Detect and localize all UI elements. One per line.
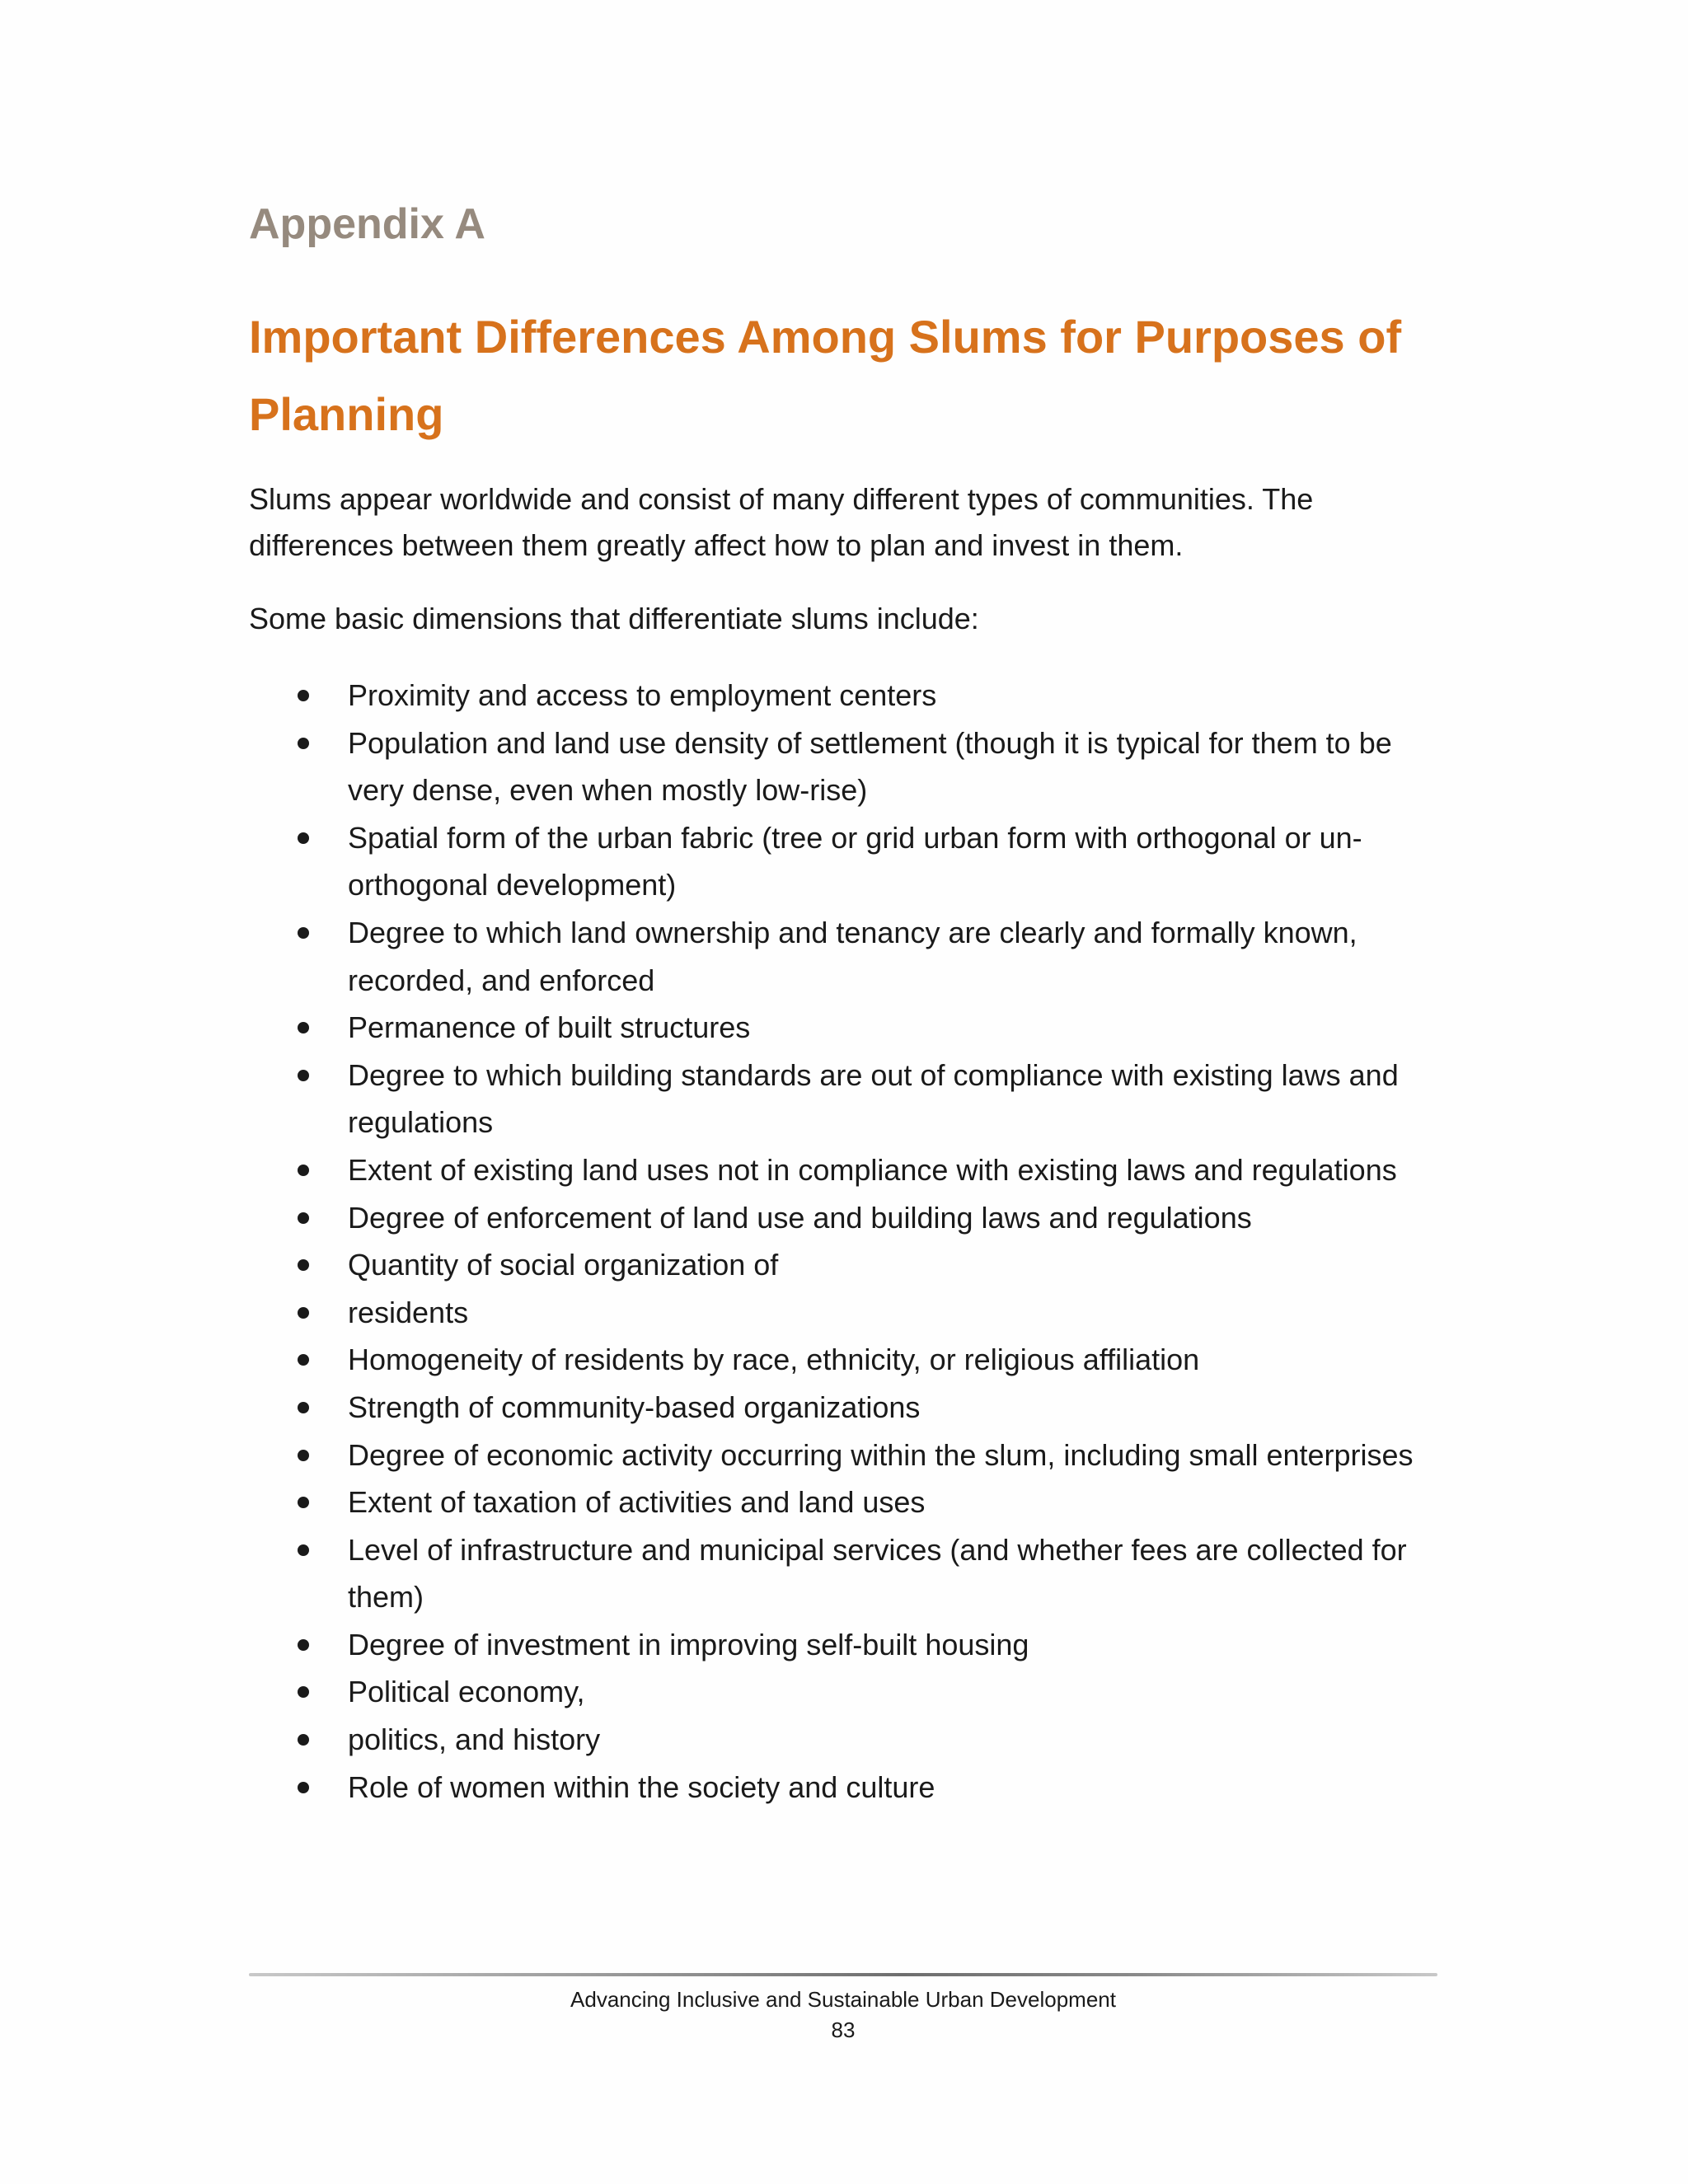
list-item: [249, 1479, 1437, 1526]
bullet-icon: [298, 927, 309, 939]
footer-title: Advancing Inclusive and Sustainable Urban Development: [570, 1987, 1116, 2012]
bullet-icon: [298, 1450, 309, 1461]
list-item: [249, 1432, 1437, 1479]
bullet-icon: [298, 738, 309, 749]
list-item-text: Degree of economic activity occurring within the slum, including small enterprises: [348, 1437, 1414, 1472]
bullet-icon: [298, 1497, 309, 1508]
bullet-icon: [298, 1165, 309, 1176]
list-item: [249, 1668, 1437, 1716]
bullet-icon: [298, 1686, 309, 1698]
list-item: [249, 814, 1437, 909]
list-item: [249, 1241, 1437, 1289]
page-number: 83: [831, 2018, 856, 2042]
appendix-label: Appendix A: [249, 200, 485, 248]
bullet-icon: [298, 1402, 309, 1413]
list-item: [249, 1384, 1437, 1432]
bullet-icon: [298, 1354, 309, 1366]
list-item: [249, 1194, 1437, 1242]
list-item-text: Extent of taxation of activities and land uses: [348, 1485, 926, 1520]
bullet-icon: [298, 832, 309, 844]
list-item-text: residents: [348, 1295, 469, 1329]
list-item-text: Role of women within the society and culture: [348, 1769, 935, 1804]
list-item-text: Level of infrastructure and municipal services (and whether fees are collected for them): [348, 1532, 1407, 1615]
bullet-icon: [298, 1259, 309, 1271]
bullet-icon: [298, 1022, 309, 1033]
dimensions-list: [249, 672, 1437, 1811]
list-item-text: Strength of community-based organizations: [348, 1390, 921, 1424]
bullet-icon: [298, 1639, 309, 1651]
bullet-icon: [298, 690, 309, 701]
bullet-icon: [298, 1782, 309, 1793]
document-page: [249, 0, 1437, 2184]
list-item-text: Degree of enforcement of land use and building laws and regulations: [348, 1200, 1252, 1235]
list-item-text: Spatial form of the urban fabric (tree or grid urban form with orthogonal or un-orthogonal development): [348, 820, 1362, 902]
bullet-icon: [298, 1212, 309, 1224]
list-item: [249, 1526, 1437, 1621]
list-item: [249, 1289, 1437, 1337]
list-item: [249, 1336, 1437, 1384]
list-item-text: Degree to which building standards are out of compliance with existing laws and regulations: [348, 1057, 1399, 1140]
bullet-icon: [298, 1544, 309, 1556]
list-item: [249, 719, 1437, 814]
list-item: [249, 909, 1437, 1004]
list-item-text: Proximity and access to employment centers: [348, 678, 937, 712]
list-item: [249, 1716, 1437, 1764]
list-item-text: Homogeneity of residents by race, ethnicity, or religious affiliation: [348, 1343, 1200, 1377]
bullet-icon: [298, 1734, 309, 1746]
bullet-icon: [298, 1070, 309, 1081]
list-item: [249, 1146, 1437, 1194]
page-title: Important Differences Among Slums for Purposes of Planning: [249, 311, 1402, 440]
list-item: [249, 672, 1437, 719]
intro-paragraph: Slums appear worldwide and consist of many different types of communities. The differences between them greatly affect how to plan and invest in them.: [249, 482, 1314, 562]
list-item-text: Permanence of built structures: [348, 1010, 751, 1045]
list-item: [249, 1621, 1437, 1669]
list-item-text: Population and land use density of settlement (though it is typical for them to be very dense, even when mostly low-rise): [348, 725, 1392, 808]
list-item: [249, 1052, 1437, 1146]
list-item-text: politics, and history: [348, 1722, 601, 1757]
list-intro-paragraph: Some basic dimensions that differentiate slums include:: [249, 602, 979, 635]
bullet-icon: [298, 1307, 309, 1319]
list-item-text: Degree to which land ownership and tenancy are clearly and formally known, recorded, and enforced: [348, 915, 1357, 997]
list-item-text: Degree of investment in improving self-built housing: [348, 1627, 1029, 1661]
footer-divider: [249, 1973, 1437, 1976]
list-item-text: Extent of existing land uses not in compliance with existing laws and regulations: [348, 1152, 1397, 1187]
list-item: [249, 1004, 1437, 1052]
list-item: [249, 1764, 1437, 1811]
list-item-text: Political economy,: [348, 1675, 585, 1709]
list-item-text: Quantity of social organization of: [348, 1248, 779, 1282]
